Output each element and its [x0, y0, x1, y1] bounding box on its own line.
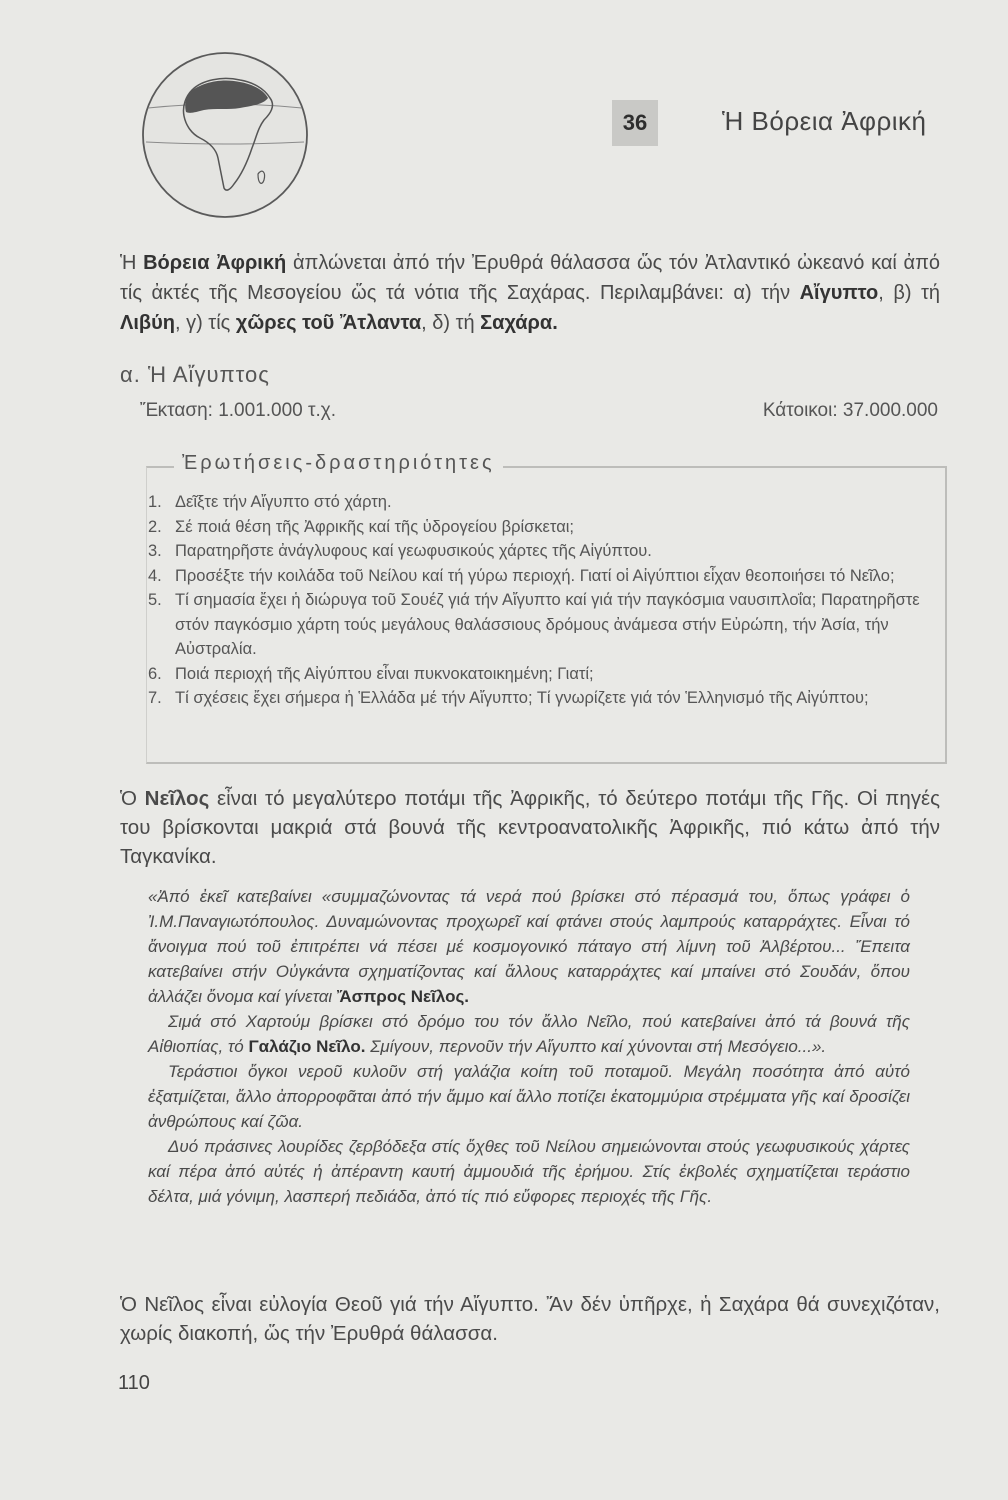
intro-text: ἁπλώνεται ἀπό τήν Ἐρυθρά θάλασσα ὥς τόν Ἀτλαντικό ὠκεανό καί ἀπό τίς ἀκτές τῆς Μεσογείου ὥς τά νότια τῆς Σαχάρας. Περιλαμβάνει: α) τήν [120, 252, 941, 304]
nile-text: Ὁ [120, 787, 145, 810]
question-number: 1. [148, 493, 162, 511]
question-number: 7. [148, 689, 162, 707]
questions-list [148, 490, 938, 711]
quote-paragraph: Τεράστιοι ὄγκοι νεροῦ κυλοῦν στή γαλάζια κοίτη τοῦ ποταμοῦ. Μεγάλη ποσότητα ἀπό αὐτό ἐξατμίζεται, ἄλλο ἀπορροφᾶται ἀπό τήν ἄμμο καί ἄλλο ποτίζει ἑκατομμύρια στρέμματα γῆς καί δροσίζει ἀνθρώπους καί ζῶα. [148, 1062, 910, 1131]
question-item [148, 686, 938, 711]
question-item [148, 490, 938, 515]
questions-title: Ἐρωτήσεις-δραστηριότητες [174, 452, 503, 475]
quote-text: Σιμά στό Χαρτούμ βρίσκει στό δρόμο του τόν ἄλλο Νεῖλο, πού κατεβαίνει ἀπό τά βουνά τῆς Αἰθιοπίας, τό [148, 1012, 910, 1056]
closing-paragraph: Ὁ Νεῖλος εἶναι εὐλογία Θεοῦ γιά τήν Αἴγυπτο. Ἄν δέν ὑπῆρχε, ἡ Σαχάρα θά συνεχιζόταν, χωρίς διακοπή, ὥς τήν Ἐρυθρά θάλασσα. [120, 1293, 940, 1345]
quote-text: «Ἀπό ἐκεῖ κατεβαίνει «συμμαζώνοντας τά νερά πού βρίσκει στό πέρασμά του, ὅπως γράφει ὁ Ἰ.Μ.Παναγιωτόπουλος. Δυναμώνοντας προχωρεῖ καί φτάνει στούς λαμπρούς καταρράχτες. Εἶναι τό ἄνοιγμα πού τοῦ ἐπιτρέπει νά πέσει μέ κοσμογονικό πάταγο στή λίμνη τοῦ Ἀλβέρτου... Ἔπειτα κατεβαίνει στήν Οὐγκάντα σχηματίζοντας καί ἄλλους καταρράχτες καί μπαίνει στό Σουδάν, ὅπου ἀλλάζει ὄνομα καί γίνεται [148, 887, 910, 1006]
nile-quote [148, 884, 910, 1209]
question-number: 3. [148, 542, 162, 560]
question-item [148, 564, 938, 589]
quote-paragraph [148, 884, 910, 1009]
question-number: 2. [148, 517, 162, 536]
chapter-title: Ἡ Βόρεια Ἀφρική [722, 106, 927, 136]
question-text: Σέ ποιά θέση τῆς Ἀφρικῆς καί τῆς ὑδρογείου βρίσκεται; [175, 517, 574, 536]
question-text: Παρατηρῆστε ἀνάγλυφους καί γεωφυσικούς χάρτες τῆς Αἰγύπτου. [175, 542, 652, 560]
chapter-number: 36 [612, 100, 658, 146]
area-stat: Ἔκταση: 1.001.000 τ.χ. [140, 400, 337, 421]
intro-term-atlas: χῶρες τοῦ Ἄτλαντα [235, 312, 422, 334]
question-text: Τί σημασία ἔχει ἡ διώρυγα τοῦ Σουέζ γιά τήν Αἴγυπτο καί γιά τήν παγκόσμια ναυσιπλοΐα; Παρατηρῆστε στόν παγκόσμιο χάρτη τούς μεγάλους θαλάσσιους δρόμους ἀνάμεσα στήν Εὐρώπη, τήν Ἀσία, τήν Αὐστραλία. [175, 591, 920, 658]
question-text: Προσέξτε τήν κοιλάδα τοῦ Νείλου καί τή γύρω περιοχή. Γιατί οἱ Αἰγύπτιοι εἶχαν θεοποιήσει τό Νεῖλο; [175, 566, 895, 585]
intro-term-sahara: Σαχάρα. [480, 312, 558, 334]
quote-term-white-nile: Ἄσπρος Νεῖλος. [336, 987, 470, 1006]
question-item [148, 662, 938, 687]
question-item [148, 588, 938, 662]
intro-text: , δ) τή [421, 312, 481, 334]
question-number: 6. [148, 664, 162, 683]
question-text: Δεῖξτε τήν Αἴγυπτο στό χάρτη. [175, 493, 392, 511]
question-number: 4. [148, 566, 162, 585]
question-text: Τί σχέσεις ἔχει σήμερα ἡ Ἑλλάδα μέ τήν Αἴγυπτο; Τί γνωρίζετε γιά τόν Ἑλληνισμό τῆς Αἰγύπτου; [175, 689, 869, 707]
question-text: Ποιά περιοχή τῆς Αἰγύπτου εἶναι πυκνοκατοικημένη; Γιατί; [175, 664, 594, 683]
intro-text: Ἡ [120, 252, 144, 274]
nile-paragraph [120, 784, 940, 871]
intro-term-north-africa: Βόρεια Ἀφρική [143, 252, 287, 274]
quote-paragraph [148, 1009, 910, 1059]
question-item [148, 515, 938, 540]
nile-term: Νεῖλος [144, 787, 210, 810]
quote-paragraph: Δυό πράσινες λουρίδες ζερβόδεξα στίς ὄχθες τοῦ Νείλου σημειώνονται στούς γεωφυσικούς χάρτες καί πέρα ἀπό αὐτές ἡ ἀπέραντη καυτή ἀμμουδιά τῆς ἐρήμου. Στίς ἐκβολές σχηματίζεται τεράστιο δέλτα, μιά γόνιμη, λασπερή πεδιάδα, ἀπό τίς πιό εὔφορες περιοχές τῆς Γῆς. [148, 1137, 910, 1206]
section-heading: α. Ἡ Αἴγυπτος [120, 362, 270, 387]
intro-paragraph [120, 248, 940, 338]
page-number: 110 [118, 1372, 150, 1394]
intro-text: , γ) τίς [174, 312, 236, 334]
question-number: 5. [148, 591, 162, 609]
intro-term-libya: Λιβύη [120, 312, 175, 334]
population-stat: Κάτοικοι: 37.000.000 [762, 400, 938, 421]
quote-term-blue-nile: Γαλάζιο Νεῖλο. [248, 1037, 366, 1056]
quote-text: Σμίγουν, περνοῦν τήν Αἴγυπτο καί χύνονται στή Μεσόγειο...». [365, 1037, 827, 1056]
question-item [148, 539, 938, 564]
intro-term-egypt: Αἴγυπτο [799, 282, 879, 304]
nile-text: εἶναι τό μεγαλύτερο ποτάμι τῆς Ἀφρικῆς, τό δεύτερο ποτάμι τῆς Γῆς. Οἱ πηγές του βρίσκονται μακριά στά βουνά τῆς κεντροανατολικῆς Ἀφρικῆς, πιό κάτω ἀπό τήν Ταγκανίκα. [120, 787, 940, 868]
intro-text: , β) τή [878, 282, 941, 304]
globe-africa-icon [140, 50, 310, 220]
